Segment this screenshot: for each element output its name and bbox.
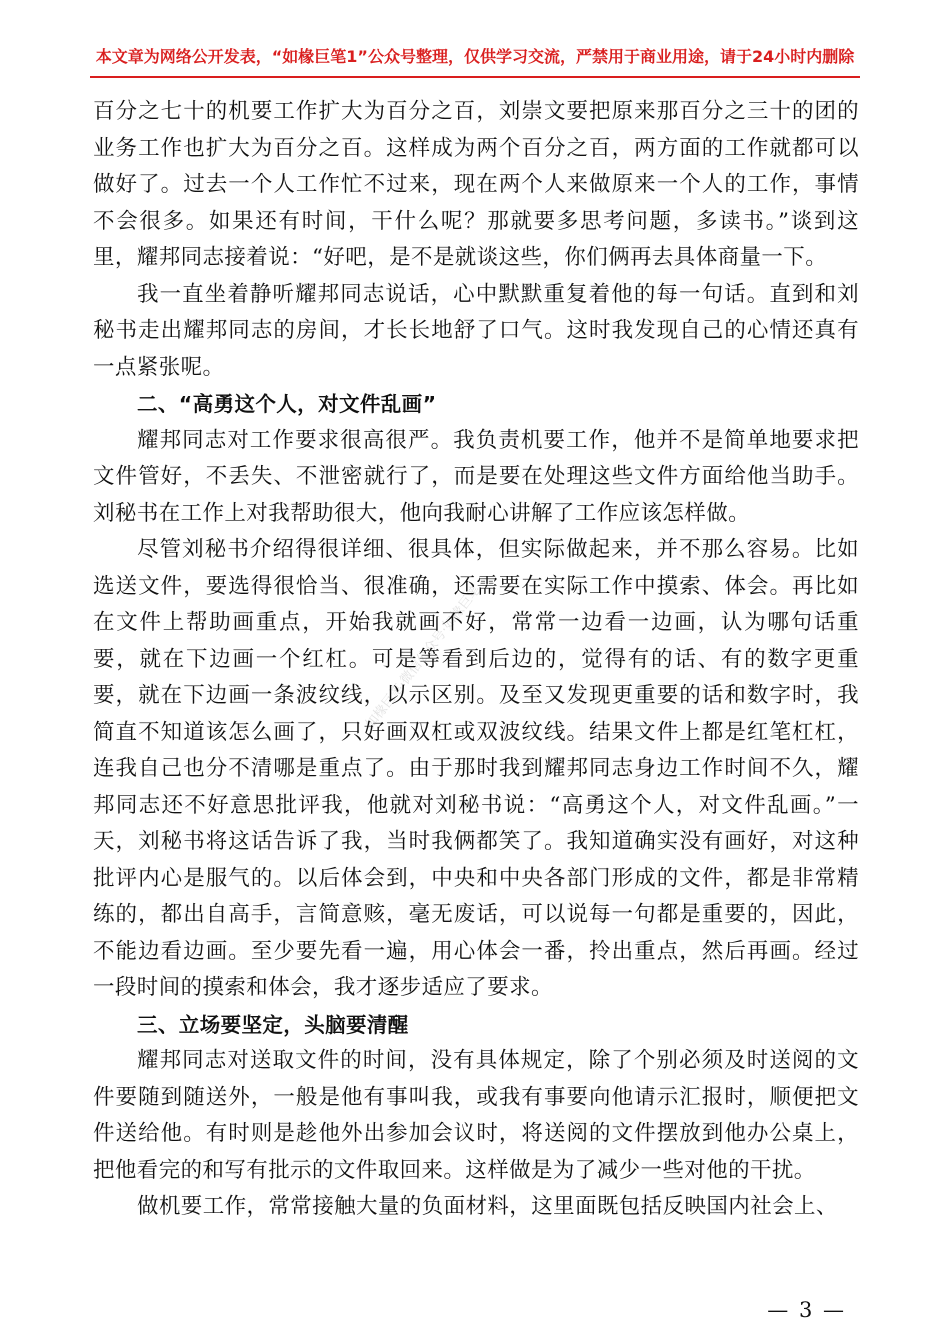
section-heading-3: 三、立场要坚定，头脑要清醒 [137,1012,409,1037]
section-heading-2: 二、“高勇这个人，对文件乱画” [137,392,437,416]
paragraph-2: 我一直坐着静听耀邦同志说话，心中默默重复着他的每一句话。直到和刘秘书走出耀邦同志的房间，才长长地舒了口气。这时我发现自己的心情还真有一点紧张呢。 [93,281,859,380]
banner-divider [90,76,860,78]
paragraph-5: 耀邦同志对送取文件的时间，没有具体规定，除了个别必须及时送阅的文件要随到随送外，一般是他有事叫我，或我有事要向他请示汇报时，顺便把文件送给他。有时则是趁他外出参加会议时，将送阅的文件摆放到他办公桌上，把他看完的和写有批示的文件取回来。这样做是为了减少一些对他的干扰。 [93,1048,859,1183]
paragraph-1: 百分之七十的机要工作扩大为百分之百，刘崇文要把原来那百分之三十的团的业务工作也扩大为百分之百。这样成为两个百分之百，两方面的工作就都可以做好了。过去一个人工作忙不过来，现在两个人来做原来一个人的工作，事情不会很多。如果还有时间，干什么呢？那就要多思考问题，多读书。”谈到这里，耀邦同志接着说：“好吧，是不是就谈这些，你们俩再去具体商量一下。 [93,99,859,270]
paragraph-6: 做机要工作，常常接触大量的负面材料，这里面既包括反映国内社会上、 [137,1194,838,1219]
copyright-banner: 本文章为网络公开发表，“如椽巨笔1”公众号整理，仅供学习交流，严禁用于商业用途，请于24小时内删除 [95,47,855,66]
article-body [93,94,859,1226]
paragraph-4: 尽管刘秘书介绍得很详细、很具体，但实际做起来，并不那么容易。比如选送文件，要选得很恰当、很准确，还需要在实际工作中摸索、体会。再比如在文件上帮助画重点，开始我就画不好，常常一边看一边画，认为哪句话重要，就在下边画一个红杠。可是等看到后边的，觉得有的话、有的数字更重要，就在下边画一条波纹线，以示区别。及至又发现更重要的话和数字时，我简直不知道该怎么画了，只好画双杠或双波纹线。结果文件上都是红笔杠杠，连我自己也分不清哪是重点了。由于那时我到耀邦同志身边工作时间不久，耀邦同志还不好意思批评我，他就对刘秘书说：“高勇这个人，对文件乱画。”一天，刘秘书将这话告诉了我，当时我俩都笑了。我知道确实没有画好，对这种批评内心是服气的。以后体会到，中央和中央各部门形成的文件，都是非常精练的，都出自高手，言简意赅，毫无废话，可以说每一句都是重要的，因此，不能边看边画。至少要先看一遍，用心体会一番，拎出重点，然后再画。经过一段时间的摸索和体会，我才逐步适应了要求。 [93,537,859,1000]
page-number: — 3 — [767,1298,846,1322]
watermark: 如椽巨笔·微信公众号·如椽巨笔 [363,582,485,732]
paragraph-3: 耀邦同志对工作要求很高很严。我负责机要工作，他并不是简单地要求把文件管好，不丢失、不泄密就行了，而是要在处理这些文件方面给他当助手。刘秘书在工作上对我帮助很大，他向我耐心讲解了工作应该怎样做。 [93,427,859,526]
